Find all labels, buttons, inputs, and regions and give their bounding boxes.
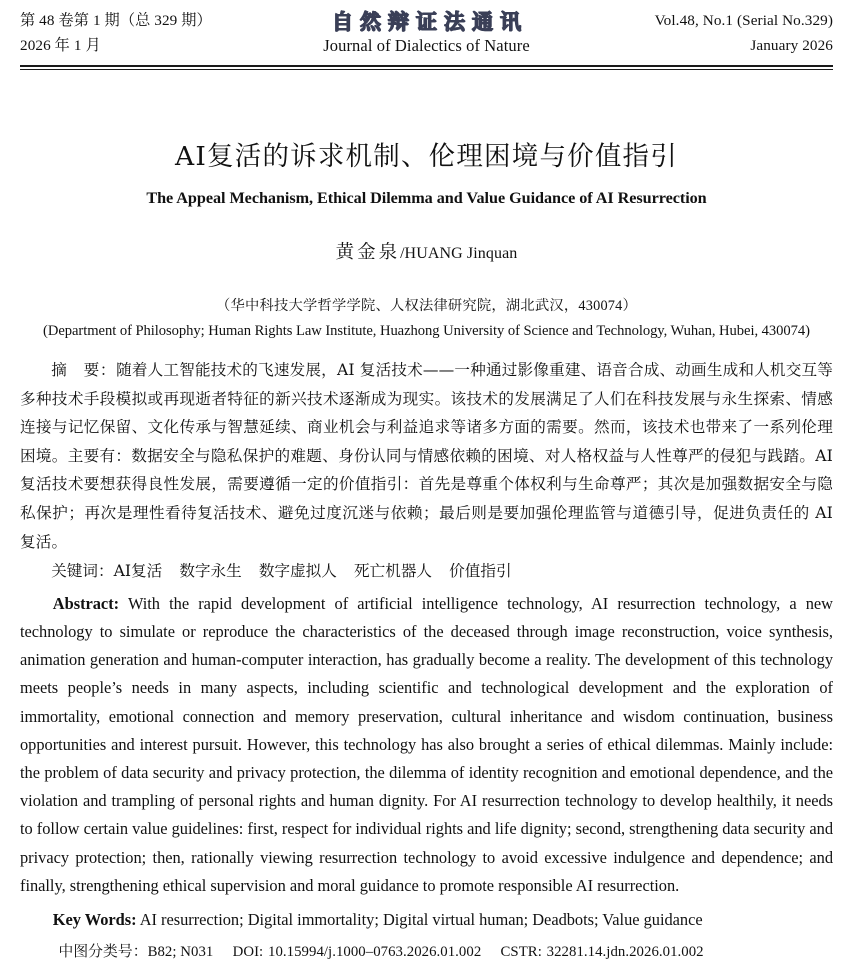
issue-date-cn: 2026 年 1 月 (20, 36, 101, 54)
clc-value: B82; N031 (147, 944, 214, 961)
page-title-en: The Appeal Mechanism, Ethical Dilemma and Value Guidance of AI Resurrection (146, 189, 707, 208)
abstract-body (20, 356, 833, 965)
doi-label: DOI: (232, 944, 264, 961)
volume-issue-cn: 第 48 卷第 1 期（总 329 期） (20, 12, 212, 29)
abstract-cn-text: 随着人工智能技术的飞速发展，AI 复活技术——一种通过影像重建、语音合成、动画生成和人机交互等多种技术手段模拟或再现逝者特征的新兴技术逐渐成为现实。该技术的发展满足了人们在科技发展与永生探索、情感连接与记忆保留、文化传承与智慧延续、商业机会与利益追求等诸多方面的需要。然而，该技术也带来了一系列伦理困境。主要有：数据安全与隐私保护的难题、身份认同与情感依赖的困境、对人格权益与人性尊严的侵犯与践踏。AI复活技术要想获得良性发展，需要遵循一定的价值指引：首先是尊重个体权利与生命尊严；其次是加强数据安全与隐私保护；再次是理性看待复活技术、避免过度沉迷与依赖；最后则是要加强伦理监管与道德引导，促进负责任的 AI 复活。 (20, 361, 833, 551)
keyword-cn-item: AI复活 (113, 562, 163, 581)
keyword-cn-item: 数字虚拟人 (258, 562, 337, 581)
abstract-cn (20, 356, 833, 556)
issue-date-en: January 2026 (750, 36, 833, 54)
abstract-en-text: With the rapid development of artificial intelligence technology, AI resurrection technology, a new technology to simulate or reproduce the characteristics of the deceased through image reconstruction, voice synthesis, animation generation and human-computer interaction, has gradually become a reality. The development of this technology meets people’s needs in many aspects, including scientific and technological development and the exploration of immortality, emotional connection and memory preservation, cultural inheritance and wisdom continuation, business opportunities and interest pursuit. However, this technology has also brought a series of ethical dilemmas. Mainly include: the problem of data security and privacy protection, the dilemma of identity recognition and emotional dependence, and the violation and trampling of personal rights and human dignity. For AI resurrection technology to develop healthily, it needs to follow certain value guidelines: first, respect for individual rights and life dignity; second, strengthening data security and privacy protection; then, rationally viewing resurrection technology to avoid excessive indulgence and dependence; and finally, strengthening ethical supervision and moral guidance to promote responsible AI resurrection. (20, 593, 833, 895)
keywords-en-text: AI resurrection; Digital immortality; Digital virtual human; Deadbots; Value guidance (139, 910, 703, 930)
author-name-cn: 黄金泉 (335, 242, 401, 264)
masthead-left (20, 9, 270, 58)
masthead-right (583, 9, 833, 58)
keywords-cn (20, 557, 833, 587)
masthead-divider (20, 65, 833, 70)
identifiers-line (20, 939, 833, 965)
cstr-value: 32281.14.jdn.2026.01.002 (546, 944, 704, 961)
keywords-en-label: Key Words: (52, 910, 137, 930)
page-title: AI复活的诉求机制、伦理困境与价值指引 (175, 141, 678, 173)
volume-issue-en: Vol.48, No.1 (Serial No.329) (654, 12, 833, 29)
author-separator: / (400, 245, 405, 263)
clc-label: 中图分类号： (58, 943, 148, 961)
affiliation-en: (Department of Philosophy; Human Rights Law Institute, Huazhong University of Science and Technology, Wuhan, Hubei, 430074) (43, 323, 810, 340)
author-name-en: HUANG Jinquan (404, 245, 518, 263)
journal-title-en: Journal of Dialectics of Nature (323, 36, 530, 56)
keyword-cn-item: 数字永生 (179, 562, 242, 581)
abstract-en-label: Abstract: (52, 593, 120, 613)
masthead (20, 0, 833, 58)
journal-nameplate (270, 9, 583, 56)
abstract-en (20, 590, 833, 900)
keyword-cn-item: 死亡机器人 (354, 562, 433, 581)
keyword-cn-item: 价值指引 (449, 562, 512, 581)
title-block (20, 140, 833, 342)
keywords-cn-label: 关键词： (51, 562, 114, 581)
author-byline (20, 241, 833, 265)
doi-value: 10.15994/j.1000–0763.2026.01.002 (268, 944, 482, 961)
affiliation-cn: （华中科技大学哲学学院、人权法律研究院，湖北武汉，430074） (215, 298, 637, 315)
journal-title-cn: 自然辩证法通讯 (332, 9, 528, 34)
abstract-cn-label: 摘 要： (51, 361, 117, 380)
keywords-cn-items (114, 562, 512, 580)
keywords-en (20, 906, 833, 934)
cstr-label: CSTR: (500, 944, 542, 961)
